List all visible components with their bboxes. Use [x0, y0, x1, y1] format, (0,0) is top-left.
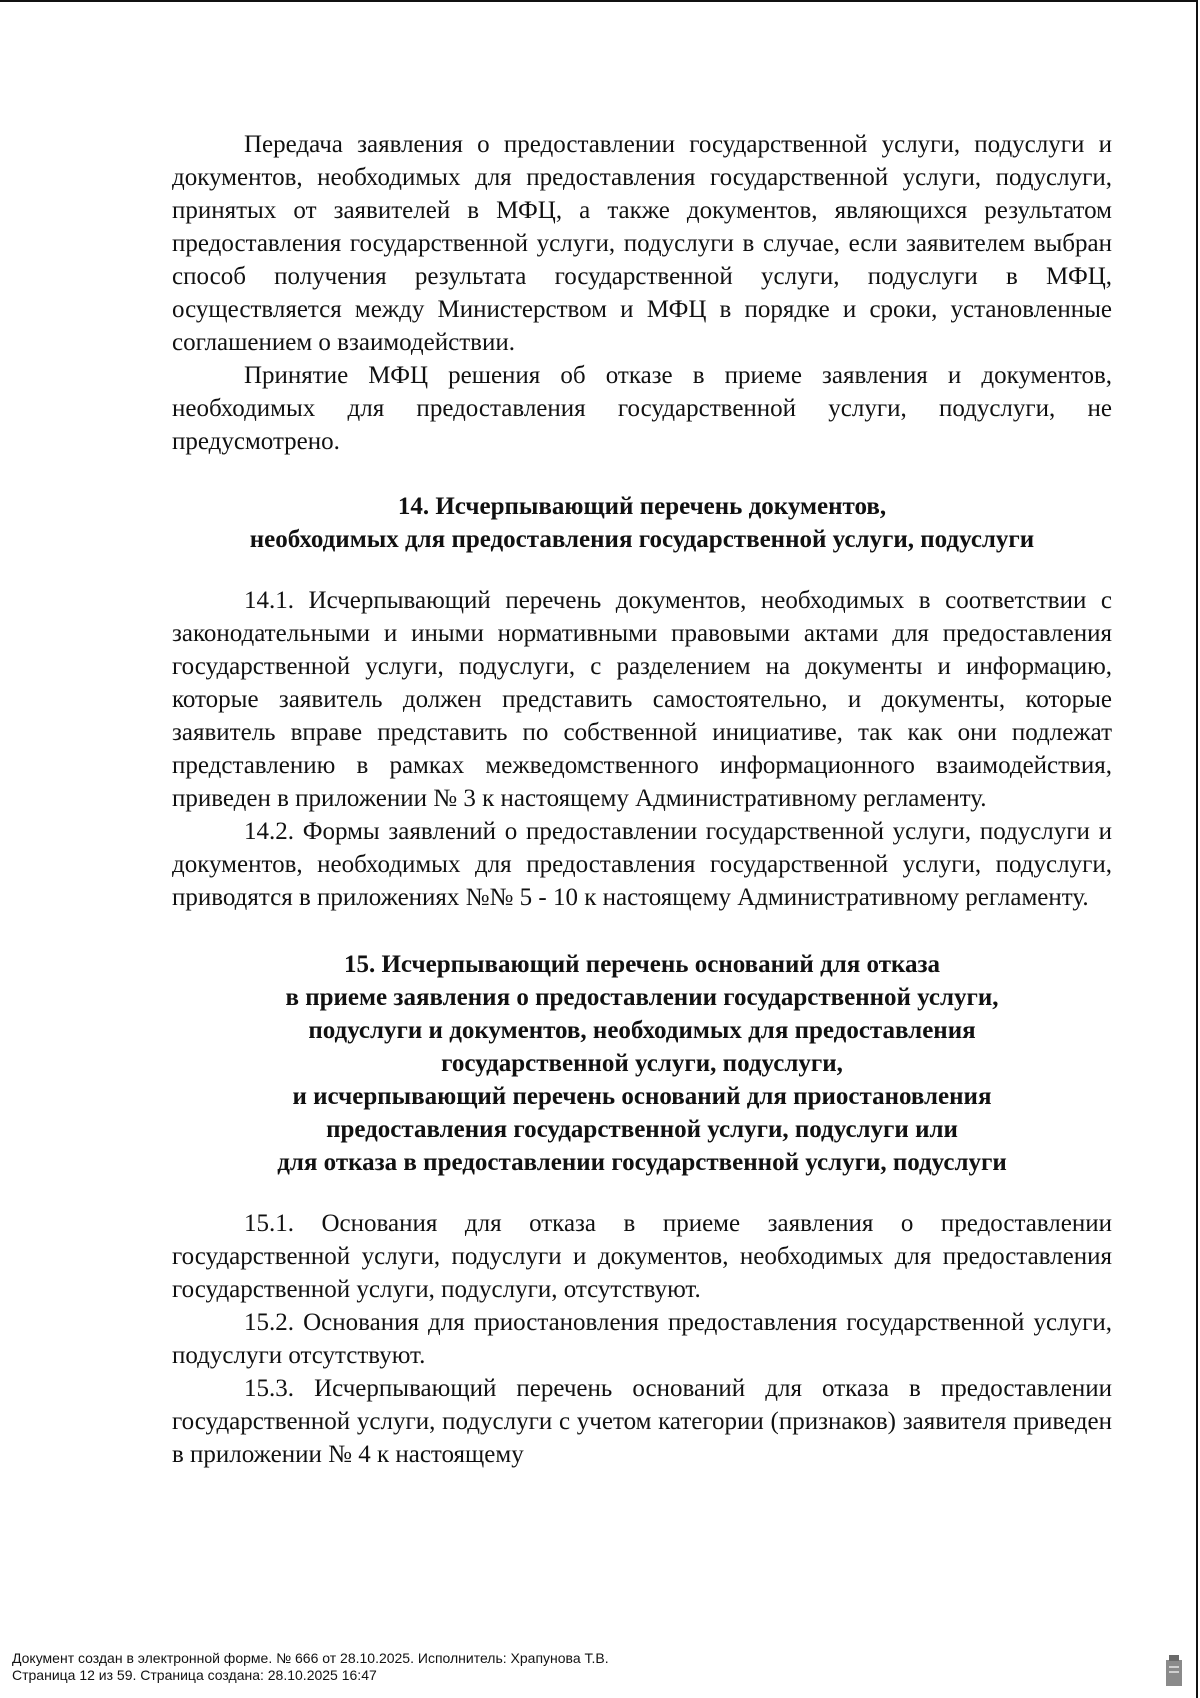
paragraph: Принятие МФЦ решения об отказе в приеме заявления и документов, необходимых для предоставления государственной услуги, подуслуги, не предусмотрено.: [172, 362, 1112, 455]
section-14-heading: [172, 490, 1112, 556]
document-footer: [12, 1650, 1112, 1684]
footer-line-document-info: Документ создан в электронной форме. № 666 от 28.10.2025. Исполнитель: Храпунова Т.В.: [12, 1650, 609, 1666]
heading-line: для отказа в предоставлении государственной услуги, подуслуги: [277, 1149, 1007, 1176]
heading-line: и исчерпывающий перечень оснований для приостановления: [292, 1083, 992, 1110]
paragraph-14-1: 14.1. Исчерпывающий перечень документов, необходимых в соответствии с законодательными и иными нормативными правовыми актами для предоставления государственной услуги, подуслуги, с разделением на документы и информацию, которые заявитель должен представить самостоятельно, и документы, которые заявитель вправе представить по собственной инициативе, так как они подлежат представлению в рамках межведомственного информационного взаимодействия, приведен в приложении № 3 к настоящему Административному регламенту.: [172, 587, 1112, 812]
footer-line-page-info: Страница 12 из 59. Страница создана: 28.10.2025 16:47: [12, 1667, 377, 1683]
section-15-heading: [172, 948, 1112, 1179]
document-seal-icon: [1164, 1654, 1184, 1688]
heading-line: в приеме заявления о предоставлении государственной услуги,: [285, 984, 999, 1011]
heading-line: 14. Исчерпывающий перечень документов,: [397, 493, 887, 520]
heading-line: 15. Исчерпывающий перечень оснований для отказа: [343, 951, 941, 978]
heading-line: предоставления государственной услуги, подуслуги или: [326, 1116, 958, 1143]
paragraph: Передача заявления о предоставлении государственной услуги, подуслуги и документов, необходимых для предоставления государственной услуги, подуслуги, принятых от заявителей в МФЦ, а также документов, являющихся результатом предоставления государственной услуги, подуслуги в случае, если заявителем выбран способ получения результата государственной услуги, подуслуги в МФЦ, осуществляется между Министерством и МФЦ в порядке и сроки, установленные соглашением о взаимодействии.: [172, 131, 1112, 356]
heading-line: государственной услуги, подуслуги,: [441, 1050, 843, 1077]
heading-line: подуслуги и документов, необходимых для предоставления: [308, 1017, 976, 1044]
paragraph-15-1: 15.1. Основания для отказа в приеме заявления о предоставлении государственной услуги, подуслуги и документов, необходимых для предоставления государственной услуги, подуслуги, отсутствуют.: [172, 1210, 1112, 1303]
paragraph-15-2: 15.2. Основания для приостановления предоставления государственной услуги, подуслуги отсутствуют.: [172, 1309, 1112, 1369]
paragraph-15-3: 15.3. Исчерпывающий перечень оснований для отказа в предоставлении государственной услуги, подуслуги с учетом категории (признаков) заявителя приведен в приложении № 4 к настоящему: [172, 1375, 1112, 1468]
paragraph-14-2: 14.2. Формы заявлений о предоставлении государственной услуги, подуслуги и документов, необходимых для предоставления государственной услуги, подуслуги, приводятся в приложениях №№ 5 - 10 к настоящему Административному регламенту.: [172, 818, 1112, 911]
heading-line: необходимых для предоставления государственной услуги, подуслуги: [249, 526, 1035, 553]
document-body: [172, 128, 1112, 1471]
